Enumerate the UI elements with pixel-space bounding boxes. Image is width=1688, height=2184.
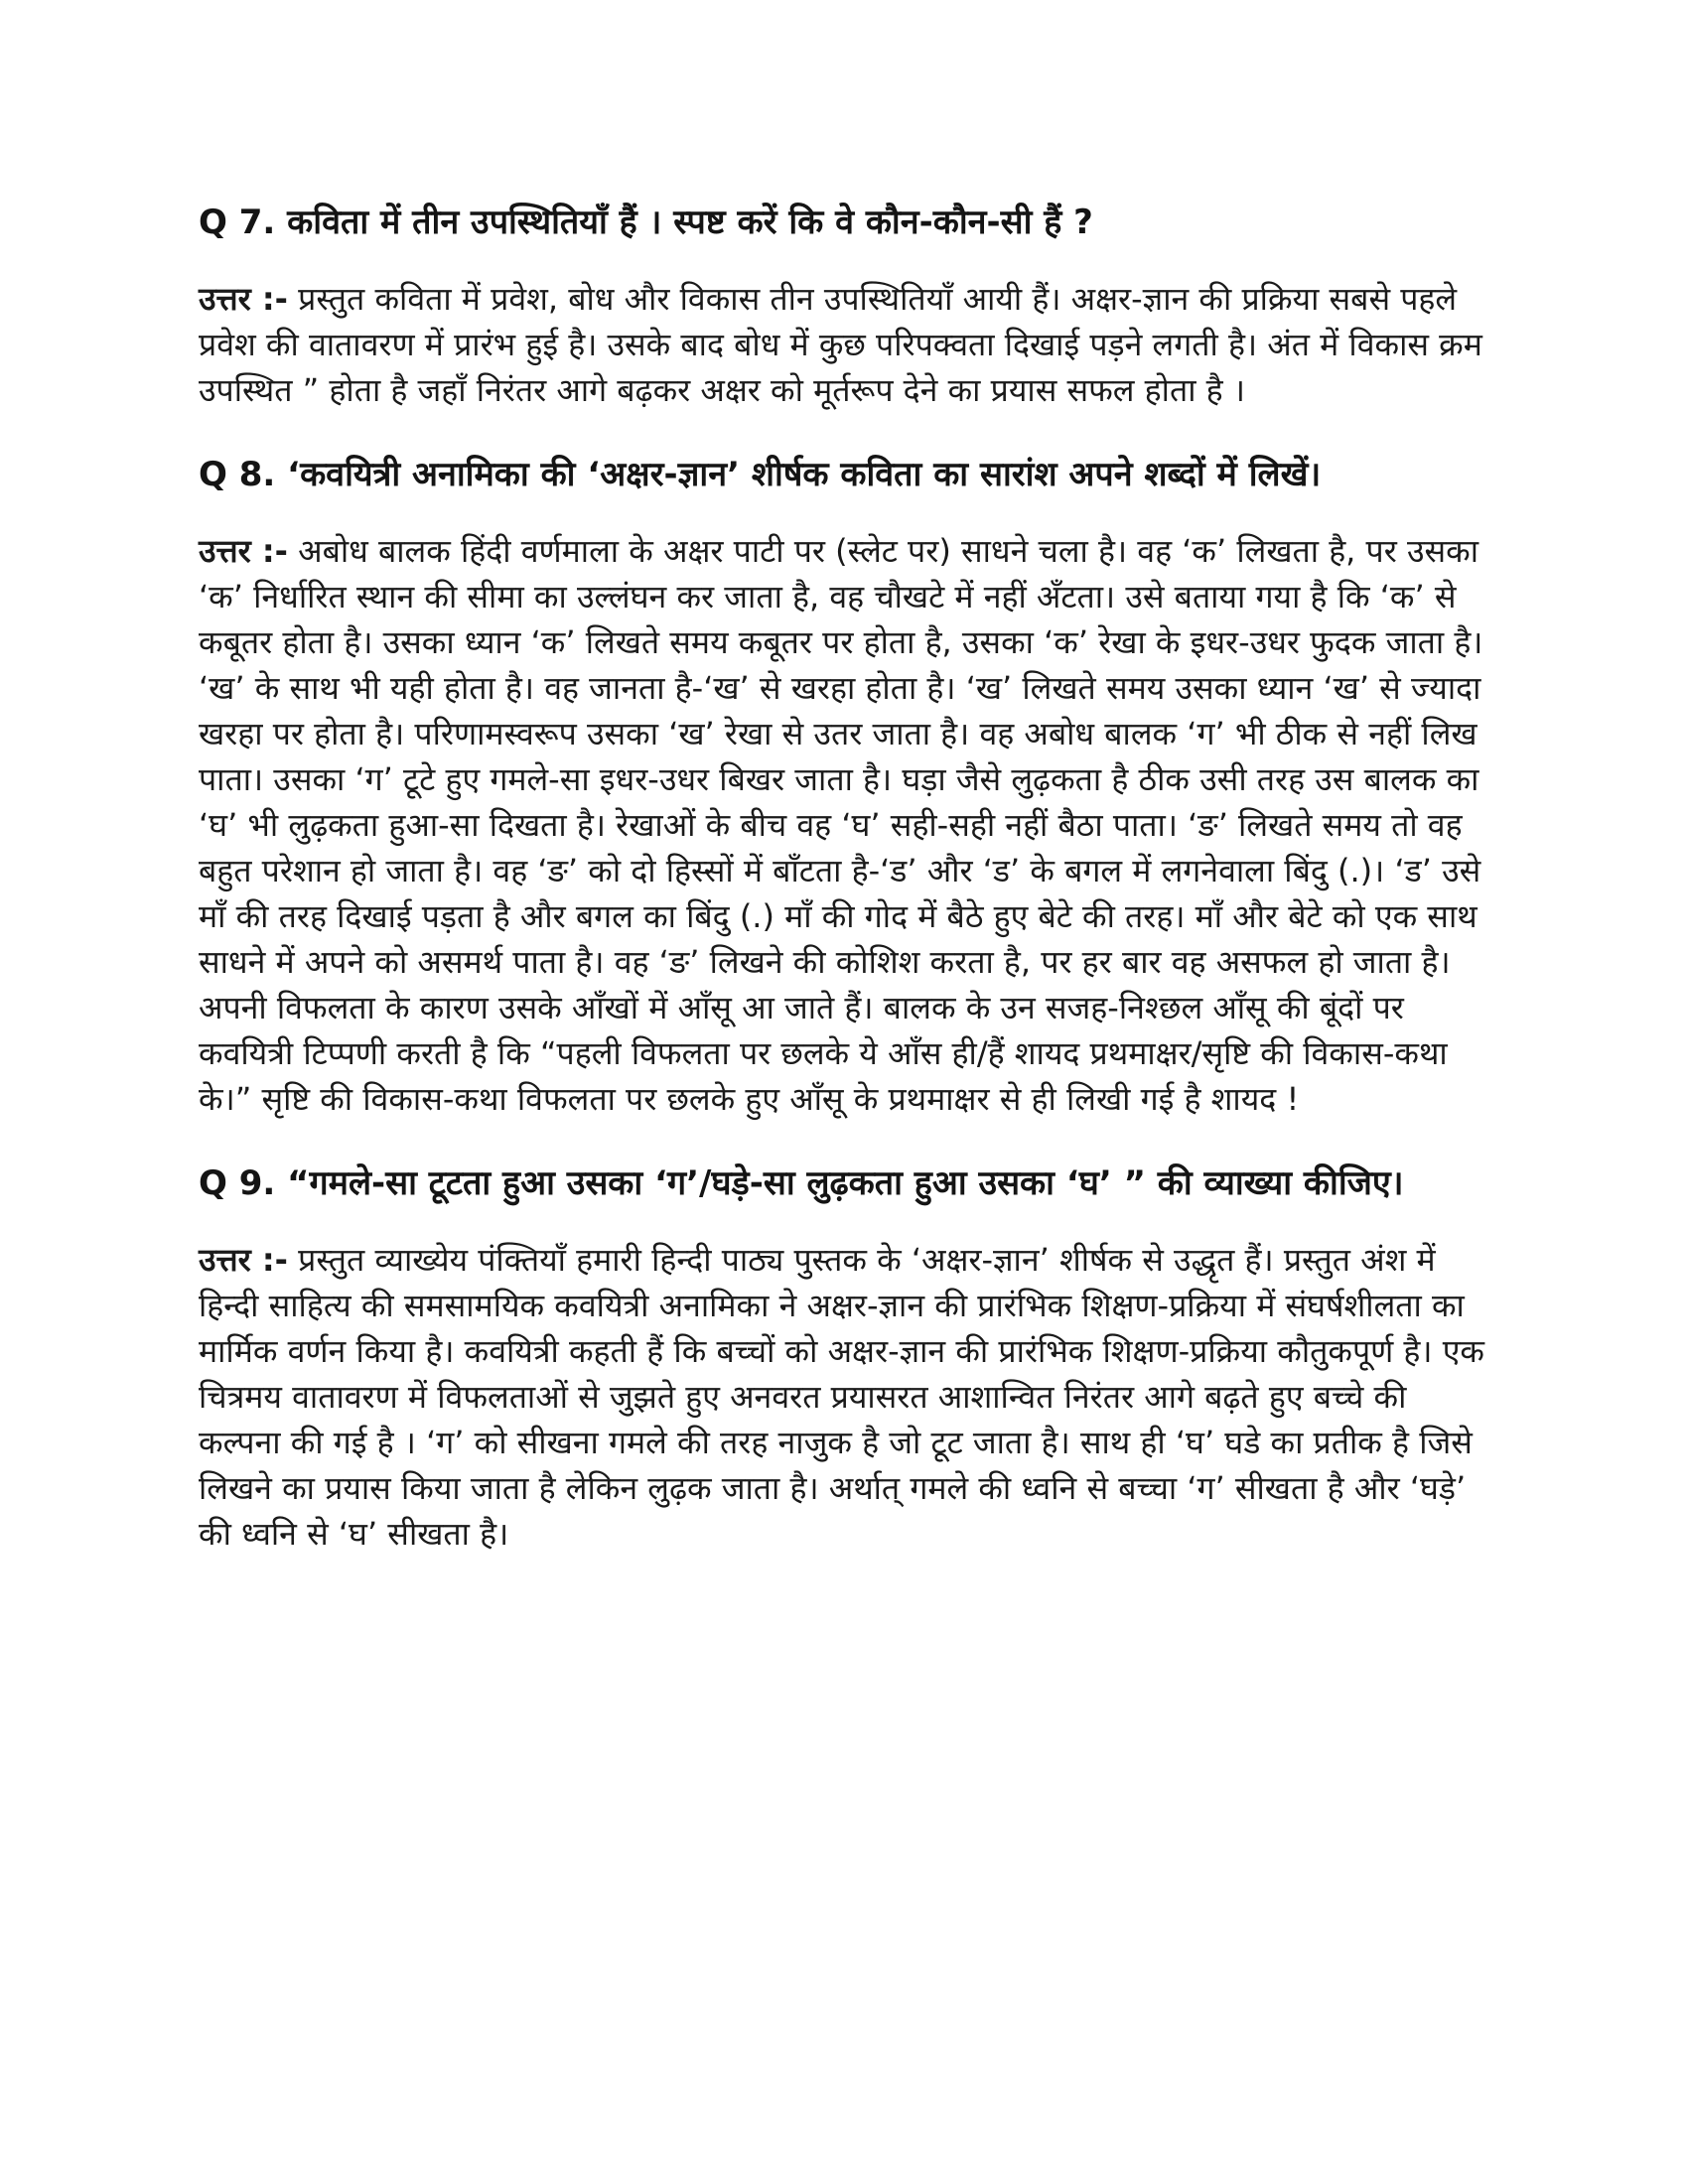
answer-9-text: प्रस्तुत व्याख्येय पंक्तियाँ हमारी हिन्दी पाठ्य पुस्तक के ‘अक्षर-ज्ञान’ शीर्षक से उद्धृत हैं। प्रस्तुत अंश में हिन्दी साहित्य की समसामयिक कवयित्री अनामिका ने अक्षर-ज्ञान की प्रारंभिक शिक्षण-प्रक्रिया में संघर्षशीलता का मार्मिक वर्णन किया है। कवयित्री कहती हैं कि बच्चों को अक्षर-ज्ञान की प्रारंभिक शिक्षण-प्रक्रिया कौतुकपूर्ण है। एक चित्रमय वातावरण में विफलताओं से जुझते हुए अनवरत प्रयासरत आशान्वित निरंतर आगे बढ़ते हुए बच्चे की कल्पना की गई है । ‘ग’ को सीखना गमले की तरह नाजुक है जो टूट जाता है। साथ ही ‘घ’ घडे का प्रतीक है जिसे लिखने का प्रयास किया जाता है लेकिन लुढ़क जाता है। अर्थात् गमले की ध्वनि से बच्चा ‘ग’ सीखता है और ‘घड़े’ की ध्वनि से ‘घ’ सीखता है। <box>199 1241 1484 1553</box>
answer-8-text: अबोध बालक हिंदी वर्णमाला के अक्षर पाटी पर (स्लेट पर) साधने चला है। वह ‘क’ लिखता है, पर उसका ‘क’ निर्धारित स्थान की सीमा का उल्लंघन कर जाता है, वह चौखटे में नहीं अँटता। उसे बताया गया है कि ‘क’ से कबूतर होता है। उसका ध्यान ‘क’ लिखते समय कबूतर पर होता है, उसका ‘क’ रेखा के इधर-उधर फुदक जाता है। ‘ख’ के साथ भी यही होता है। वह जानता है-‘ख’ से खरहा होता है। ‘ख’ लिखते समय उसका ध्यान ‘ख’ से ज्यादा खरहा पर होता है। परिणामस्वरूप उसका ‘ख’ रेखा से उतर जाता है। वह अबोध बालक ‘ग’ भी ठीक से नहीं लिख पाता। उसका ‘ग’ टूटे हुए गमले-सा इधर-उधर बिखर जाता है। घड़ा जैसे लुढ़कता है ठीक उसी तरह उस बालक का ‘घ’ भी लुढ़कता हुआ-सा दिखता है। रेखाओं के बीच वह ‘घ’ सही-सही नहीं बैठा पाता। ‘ङ’ लिखते समय तो वह बहुत परेशान हो जाता है। वह ‘ङ’ को दो हिस्सों में बाँटता है-‘ड’ और ‘ड’ के बगल में लगनेवाला बिंदु (.)। ‘ड’ उसे माँ की तरह दिखाई पड़ता है और बगल का बिंदु (.) माँ की गोद में बैठे हुए बेटे की तरह। माँ और बेटे को एक साथ साधने में अपने को असमर्थ पाता है। वह ‘ङ’ लिखने की कोशिश करता है, पर हर बार वह असफल हो जाता है। अपनी विफलता के कारण उसके आँखों में आँसू आ जाते हैं। बालक के उन सजह-निश्छल आँसू की बूंदों पर कवयित्री टिप्पणी करती है कि “पहली विफलता पर छलके ये आँस ही/हैं शायद प्रथमाक्षर/सृष्टि की विकास-कथा के।” सृष्टि की विकास-कथा विफलता पर छलके हुए आँसू के प्रथमाक्षर से ही लिखी गई है शायद ! <box>199 532 1483 1118</box>
question-block-9 <box>199 1160 1489 1557</box>
question-block-8 <box>199 451 1489 1122</box>
answer-label: उत्तर :- <box>199 532 288 570</box>
question-7-heading: Q 7. कविता में तीन उपस्थितियाँ हैं । स्पष्ट करें कि वे कौन-कौन-सी हैं ? <box>199 203 1093 242</box>
answer-8-paragraph <box>199 528 1489 1122</box>
answer-7-text: प्रस्तुत कविता में प्रवेश, बोध और विकास तीन उपस्थितियाँ आयी हैं। अक्षर-ज्ञान की प्रक्रिया सबसे पहले प्रवेश की वातावरण में प्रारंभ हुई है। उसके बाद बोध में कुछ परिपक्वता दिखाई पड़ने लगती है। अंत में विकास क्रम उपस्थित ” होता है जहाँ निरंतर आगे बढ़कर अक्षर को मूर्तरूप देने का प्रयास सफल होता है । <box>199 280 1482 409</box>
document-page <box>199 199 1489 1594</box>
question-8-heading: Q 8. ‘कवयित्री अनामिका की ‘अक्षर-ज्ञान’ शीर्षक कविता का सारांश अपने शब्दों में लिखें। <box>199 455 1322 494</box>
answer-7-paragraph <box>199 276 1489 413</box>
answer-label: उत्तर :- <box>199 1241 288 1279</box>
answer-label: उत्तर :- <box>199 280 288 318</box>
question-9-heading: Q 9. “गमले-सा टूटता हुआ उसका ‘ग’/घड़े-सा लुढ़कता हुआ उसका ‘घ’ ” की व्याख्या कीजिए। <box>199 1163 1404 1203</box>
answer-9-paragraph <box>199 1237 1489 1557</box>
question-block-7 <box>199 199 1489 413</box>
